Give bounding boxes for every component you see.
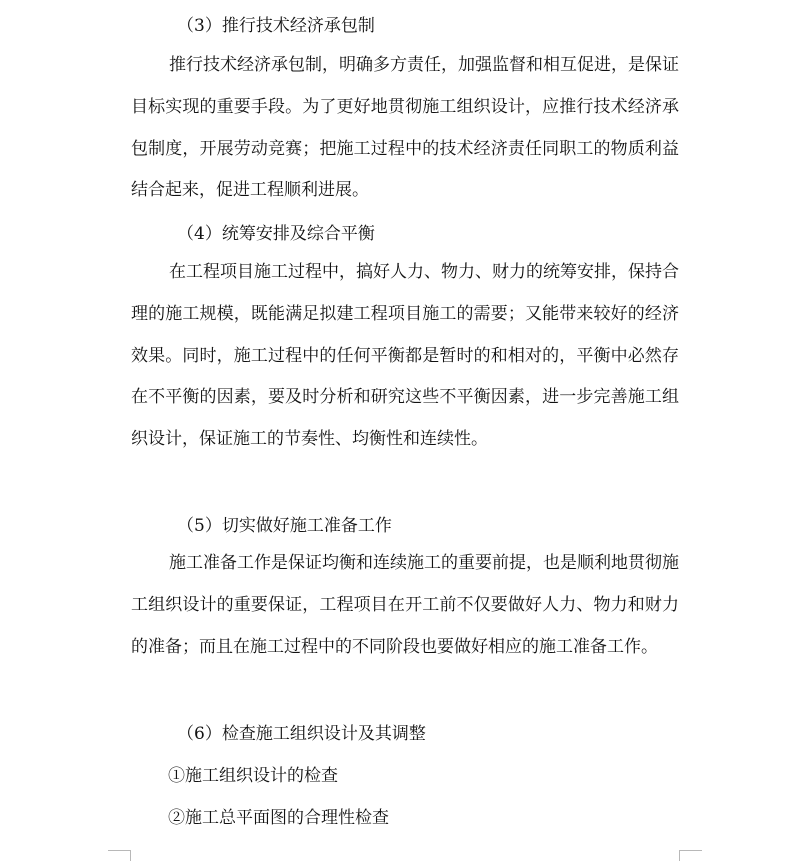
page-corner-mark-right: [679, 850, 702, 861]
section-3-paragraph: 推行技术经济承包制，明确多方责任，加强监督和相互促进，是保证目标实现的重要手段。为了更好地贯彻施工组织设计，应推行技术经济承包制度，开展劳动竞赛；把施工过程中的技术经济责任同职工的物质利益结合起来，促进工程顺利进展。: [131, 55, 679, 201]
section-4-paragraph: 在工程项目施工过程中，搞好人力、物力、财力的统筹安排，保持合理的施工规模，既能满足拟建工程项目施工的需要；又能带来较好的经济效果。同时，施工过程中的任何平衡都是暂时的和相对的，平衡中必然存在不平衡的因素，要及时分析和研究这些不平衡因素，进一步完善施工组织设计，保证施工的节奏性、均衡性和连续性。: [131, 262, 679, 450]
section-6-item-1: ①施工组织设计的检查: [168, 766, 338, 786]
section-5-paragraph: 施工准备工作是保证均衡和连续施工的重要前提，也是顺利地贯彻施工组织设计的重要保证，工程项目在开工前不仅要做好人力、物力和财力的准备；而且在施工过程中的不同阶段也要做好相应的施工准备工作。: [131, 553, 679, 657]
section-4-heading: （4）统筹安排及综合平衡: [177, 224, 375, 244]
section-6-heading: （6）检查施工组织设计及其调整: [177, 724, 426, 744]
section-6-item-2: ②施工总平面图的合理性检查: [168, 808, 389, 828]
section-5-heading: （5）切实做好施工准备工作: [177, 516, 392, 536]
page-corner-mark-left: [108, 850, 131, 861]
section-3-heading: （3）推行技术经济承包制: [177, 16, 375, 36]
